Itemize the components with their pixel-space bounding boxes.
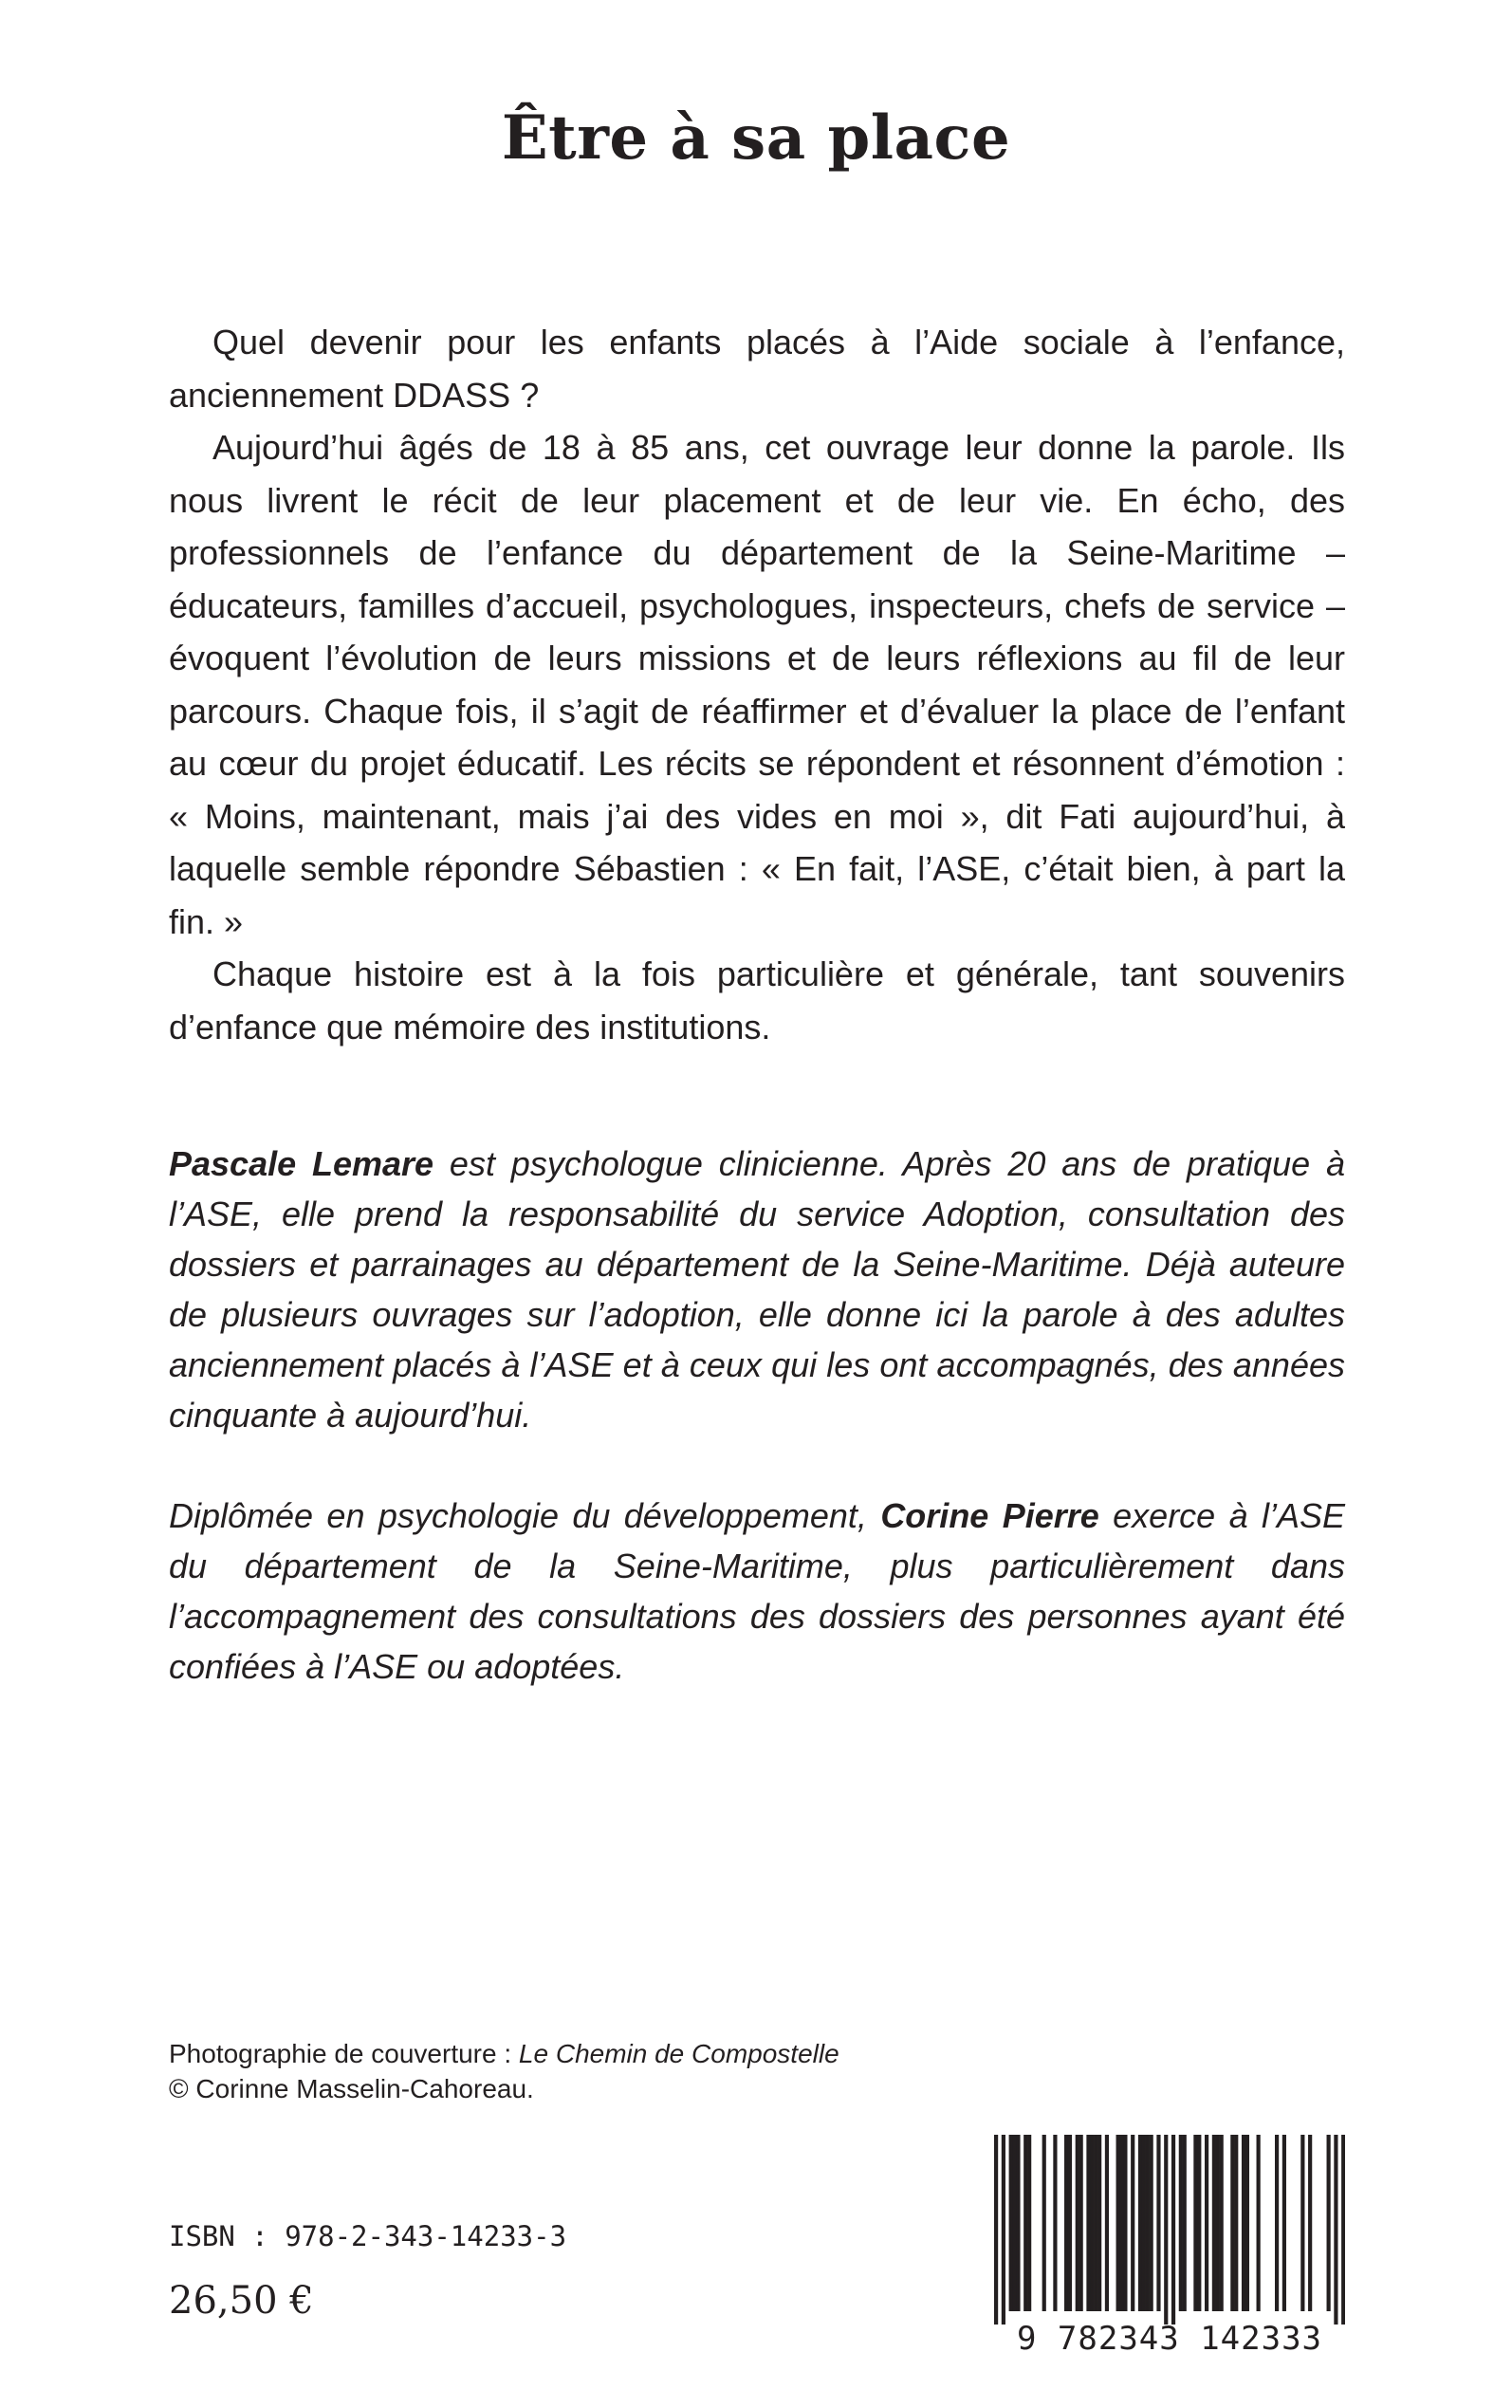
barcode-bar — [1183, 2135, 1187, 2311]
barcode-bar — [1220, 2135, 1224, 2311]
bio-text-2a: Diplômée en psychologie du développement, — [169, 1496, 881, 1535]
bio-text-1: est psychologue clinicienne. Après 20 ans de pratique à l’ASE, elle prend la responsabilité du service Adoption, consultation des dossiers et parrainages au département de la Seine-Maritime. Déjà auteure de plusieurs ouvrages sur l’adoption, elle donne ici la parole à des adultes anciennement placés à l’ASE et à ceux qui les ont accompagnés, des années cinquante à aujourd’hui. — [169, 1144, 1345, 1435]
barcode-bar — [1212, 2135, 1216, 2311]
isbn: ISBN : 978-2-343-14233-3 — [169, 2220, 567, 2252]
bio-corine-pierre — [169, 1491, 1345, 1692]
barcode-bar — [1123, 2135, 1127, 2311]
barcode-bar — [1308, 2135, 1312, 2311]
photo-credits — [169, 2036, 839, 2106]
price: 26,50 € — [169, 2279, 314, 2323]
barcode-bar — [1275, 2135, 1279, 2311]
barcode-bar — [1068, 2135, 1072, 2311]
barcode-bar — [1230, 2135, 1234, 2311]
barcode-bar — [1138, 2135, 1142, 2311]
barcode-bar — [1079, 2135, 1083, 2311]
barcode-bar — [1234, 2135, 1238, 2311]
book-summary — [169, 316, 1345, 1053]
barcode-bar — [1105, 2135, 1109, 2311]
barcode-bar — [1334, 2135, 1337, 2325]
photo-copyright: © Corinne Masselin-Cahoreau. — [169, 2074, 534, 2103]
barcode-bar — [1300, 2135, 1304, 2311]
barcode-bar — [1042, 2135, 1046, 2311]
barcode-bar — [1146, 2135, 1150, 2311]
barcode-bar — [1193, 2135, 1197, 2311]
barcode-bar — [1216, 2135, 1220, 2311]
barcode-bar — [1131, 2135, 1134, 2311]
barcode-bar — [1245, 2135, 1249, 2311]
barcode-bar — [1027, 2135, 1031, 2311]
barcode-bar — [1142, 2135, 1146, 2311]
barcode-bar — [1171, 2135, 1175, 2325]
barcode-bar — [1097, 2135, 1101, 2311]
barcode-bar — [1016, 2135, 1020, 2311]
book-title: Être à sa place — [501, 102, 1011, 174]
bio-pascale-lemare — [169, 1139, 1345, 1440]
barcode-bar — [1257, 2135, 1261, 2311]
barcode-bar — [1002, 2135, 1005, 2325]
barcode-bar — [1282, 2135, 1286, 2311]
photo-credit-line — [169, 2036, 839, 2071]
author-bios — [169, 1139, 1345, 1692]
barcode-bar — [994, 2135, 998, 2325]
photo-credit-title: Le Chemin de Compostelle — [518, 2039, 839, 2068]
summary-paragraph-1: Quel devenir pour les enfants placés à l’Aide sociale à l’enfance, anciennement DDASS ? — [169, 323, 1345, 415]
bio-text-2b: exerce à l’ASE du département de la Seine-Maritime, plus particulièrement dans l’accompagnement des consultations des dossiers des personnes ayant été confiées à l’ASE ou adoptées. — [169, 1496, 1345, 1686]
barcode-bar — [1242, 2135, 1245, 2311]
barcode-bar — [1119, 2135, 1123, 2311]
barcode-bar — [1341, 2135, 1345, 2325]
barcode-bar — [1076, 2135, 1079, 2311]
barcode-bar — [1179, 2135, 1183, 2311]
barcode-bars-icon — [994, 2135, 1345, 2325]
summary-paragraph-3: Chaque histoire est à la fois particulière et générale, tant souvenirs d’enfance que mémoire des institutions. — [169, 954, 1345, 1047]
barcode — [994, 2135, 1345, 2358]
author-name-2: Corine Pierre — [880, 1496, 1099, 1535]
barcode-bar — [1327, 2135, 1331, 2311]
barcode-bar — [1012, 2135, 1016, 2311]
author-name-1: Pascale Lemare — [169, 1144, 434, 1183]
photo-credit-label: Photographie de couverture : — [169, 2039, 519, 2068]
barcode-bar — [1156, 2135, 1160, 2311]
barcode-bar — [1064, 2135, 1068, 2311]
barcode-bar — [1023, 2135, 1027, 2311]
barcode-bar — [1205, 2135, 1208, 2311]
summary-paragraph-2: Aujourd’hui âgés de 18 à 85 ans, cet ouvrage leur donne la parole. Ils nous livrent le récit de leur placement et de leur vie. En écho, des professionnels de l’enfance du département de la Seine-Maritime – éducateurs, familles d’accueil, psychologues, inspecteurs, chefs de service – évoquent l’évolution de leurs missions et de leurs réflexions au fil de leur parcours. Chaque fois, il s’agit de réaffirmer et d’évaluer la place de l’enfant au cœur du projet éducatif. Les récits se répondent et résonnent d’émotion : « Moins, maintenant, mais j’ai des vides en moi », dit Fati aujourd’hui, à laquelle semble répondre Sébastien : « En fait, l’ASE, c’était bien, à part la fin. » — [169, 428, 1345, 941]
barcode-bar — [1150, 2135, 1153, 2311]
barcode-bar — [1197, 2135, 1201, 2311]
barcode-bar — [1009, 2135, 1013, 2311]
barcode-bar — [1086, 2135, 1090, 2311]
barcode-bar — [1053, 2135, 1057, 2311]
barcode-bar — [1116, 2135, 1120, 2311]
barcode-bar — [1090, 2135, 1094, 2311]
barcode-digits: 9 782343 142333 — [1016, 2320, 1323, 2358]
barcode-bar — [1164, 2135, 1168, 2325]
barcode-bar — [1094, 2135, 1097, 2311]
